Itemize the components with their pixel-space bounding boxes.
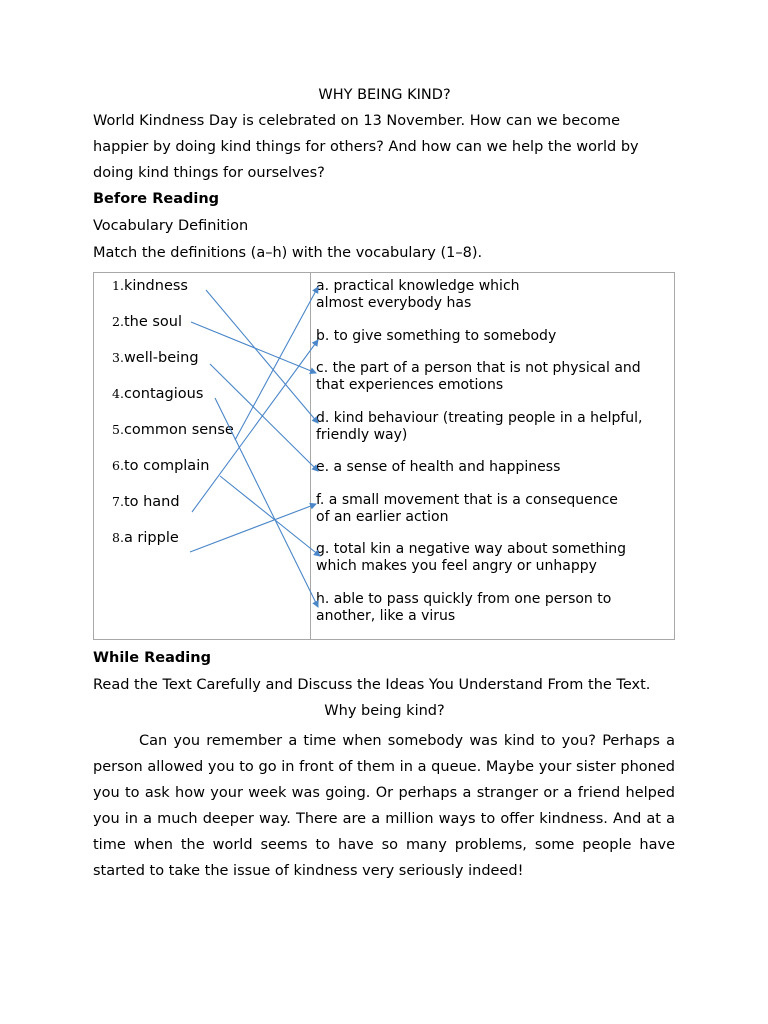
definition-item: b. to give something to somebody: [316, 328, 557, 344]
text-title: Why being kind?: [324, 703, 445, 719]
definition-item: a. practical knowledge which almost everybody has: [316, 278, 520, 311]
vocab-item: 7.to hand: [112, 494, 180, 510]
vocab-item: 1.kindness: [112, 278, 188, 294]
reading-paragraph: Can you remember a time when somebody was kind to you? Perhaps a person allowed you to go in front of them in a queue. Maybe your sister phoned you to ask how your week was going. Or perhaps a stranger or a friend helped you in a much deeper way. There are a million ways to offer kindness. And at a time when the world seems to have so many problems, some people have started to take the issue of kindness very seriously indeed!: [93, 733, 675, 879]
reading-instruction: Read the Text Carefully and Discuss the Ideas You Understand From the Text.: [93, 677, 651, 693]
vocab-item: 6.to complain: [112, 458, 210, 474]
intro-line-1: World Kindness Day is celebrated on 13 November. How can we become: [93, 113, 621, 129]
vocab-item: 2.the soul: [112, 314, 182, 330]
definition-item: h. able to pass quickly from one person to another, like a virus: [316, 591, 612, 624]
match-instruction: Match the definitions (a–h) with the vocabulary (1–8).: [93, 245, 483, 261]
intro-line-3: doing kind things for ourselves?: [93, 165, 325, 181]
while-reading-heading: While Reading: [93, 650, 211, 666]
page-title: WHY BEING KIND?: [318, 87, 451, 103]
vocab-item: 3.well-being: [112, 350, 199, 366]
definition-item: d. kind behaviour (treating people in a helpful, friendly way): [316, 410, 643, 443]
definition-item: g. total kin a negative way about something which makes you feel angry or unhappy: [316, 541, 627, 574]
before-reading-heading: Before Reading: [93, 191, 220, 207]
definition-item: c. the part of a person that is not physical and that experiences emotions: [316, 360, 641, 393]
vocab-item: 8.a ripple: [112, 530, 179, 546]
intro-line-2: happier by doing kind things for others? And how can we help the world by: [93, 139, 639, 155]
vocab-item: 4.contagious: [112, 386, 204, 402]
definition-item: f. a small movement that is a consequence of an earlier action: [316, 492, 618, 525]
vocab-item: 5.common sense: [112, 422, 234, 438]
table-divider: [310, 272, 311, 640]
vocabulary-heading: Vocabulary Definition: [93, 218, 249, 234]
definition-item: e. a sense of health and happiness: [316, 459, 561, 475]
